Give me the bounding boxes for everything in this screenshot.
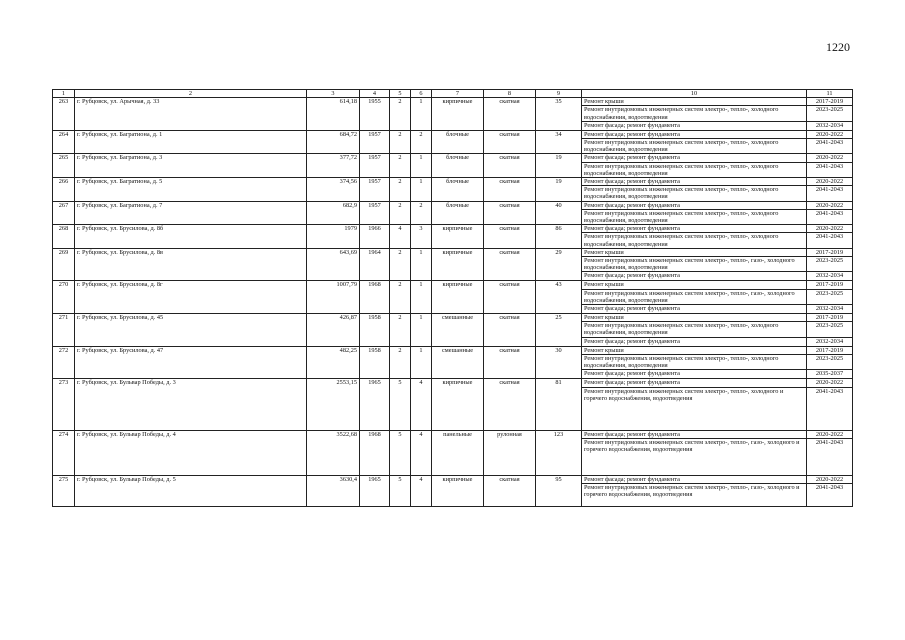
row-number: 270: [53, 281, 75, 314]
house-address: г. Рубцовск, ул. Бульвар Победы, д. 5: [75, 475, 307, 506]
repair-period: 2041-2043: [807, 233, 853, 248]
build-year: 1957: [360, 178, 390, 202]
total-area: 2553,15: [307, 379, 360, 430]
repair-work: Ремонт внутридомовых инженерных систем электро-, тепло-, газо-, холодного водоснабжения, водоотведения: [582, 257, 807, 272]
wall-material: кирпичные: [432, 475, 484, 506]
column-number: 5: [390, 90, 411, 98]
repair-period: 2020-2022: [807, 430, 853, 438]
repair-period: 2041-2043: [807, 438, 853, 475]
row-number: 267: [53, 201, 75, 225]
housing-register-table: [52, 89, 853, 507]
total-area: 374,56: [307, 178, 360, 202]
apartments-count: 40: [536, 201, 582, 225]
repair-period: 2023-2025: [807, 257, 853, 272]
repair-work: Ремонт фасада; ремонт фундамента: [582, 379, 807, 387]
repair-work: Ремонт фасада; ремонт фундамента: [582, 201, 807, 209]
entrances-count: 1: [411, 248, 432, 281]
column-number-row: [53, 90, 853, 98]
wall-material: кирпичные: [432, 379, 484, 430]
table-row: [53, 281, 853, 289]
table-row: [53, 475, 853, 483]
repair-work: Ремонт внутридомовых инженерных систем электро-, тепло-, холодного водоснабжения, водоотведения: [582, 209, 807, 224]
repair-period: 2020-2022: [807, 154, 853, 162]
repair-work: Ремонт фасада; ремонт фундамента: [582, 430, 807, 438]
repair-work: Ремонт крыши: [582, 346, 807, 354]
repair-period: 2032-2034: [807, 272, 853, 281]
wall-material: блочные: [432, 178, 484, 202]
repair-period: 2041-2043: [807, 483, 853, 506]
total-area: 614,18: [307, 98, 360, 131]
wall-material: кирпичные: [432, 225, 484, 249]
repair-period: 2023-2025: [807, 106, 853, 121]
apartments-count: 95: [536, 475, 582, 506]
column-number: 6: [411, 90, 432, 98]
house-address: г. Рубцовск, ул. Багратиона, д. 1: [75, 130, 307, 154]
row-number: 264: [53, 130, 75, 154]
build-year: 1957: [360, 130, 390, 154]
table-row: [53, 379, 853, 387]
apartments-count: 34: [536, 130, 582, 154]
total-area: 482,25: [307, 346, 360, 379]
total-area: 682,9: [307, 201, 360, 225]
house-address: г. Рубцовск, ул. Арычная, д. 33: [75, 98, 307, 131]
column-number: 3: [307, 90, 360, 98]
wall-material: блочные: [432, 154, 484, 178]
repair-period: 2020-2022: [807, 201, 853, 209]
build-year: 1965: [360, 379, 390, 430]
repair-period: 2032-2034: [807, 121, 853, 130]
entrances-count: 2: [411, 130, 432, 154]
wall-material: смешанные: [432, 314, 484, 347]
repair-work: Ремонт крыши: [582, 98, 807, 106]
build-year: 1964: [360, 248, 390, 281]
table-row: [53, 248, 853, 256]
row-number: 274: [53, 430, 75, 475]
floors-count: 2: [390, 130, 411, 154]
apartments-count: 19: [536, 178, 582, 202]
repair-period: 2041-2043: [807, 139, 853, 154]
roof-type: скатная: [484, 154, 536, 178]
repair-period: 2017-2019: [807, 314, 853, 322]
row-number: 268: [53, 225, 75, 249]
entrances-count: 1: [411, 281, 432, 314]
apartments-count: 35: [536, 98, 582, 131]
table-row: [53, 201, 853, 209]
column-number: 11: [807, 90, 853, 98]
house-address: г. Рубцовск, ул. Брусилова, д. 47: [75, 346, 307, 379]
repair-work: Ремонт внутридомовых инженерных систем электро-, тепло-, газо-, холодного водоснабжения, водоотведения: [582, 289, 807, 304]
wall-material: кирпичные: [432, 248, 484, 281]
repair-work: Ремонт фасада; ремонт фундамента: [582, 337, 807, 346]
repair-period: 2020-2022: [807, 225, 853, 233]
repair-work: Ремонт фасада; ремонт фундамента: [582, 178, 807, 186]
roof-type: рулонная: [484, 430, 536, 475]
floors-count: 2: [390, 314, 411, 347]
repair-period: 2041-2043: [807, 162, 853, 177]
column-number: 4: [360, 90, 390, 98]
repair-period: 2017-2019: [807, 281, 853, 289]
entrances-count: 1: [411, 178, 432, 202]
row-number: 275: [53, 475, 75, 506]
build-year: 1958: [360, 314, 390, 347]
table-row: [53, 154, 853, 162]
entrances-count: 3: [411, 225, 432, 249]
repair-period: 2020-2022: [807, 475, 853, 483]
total-area: 426,87: [307, 314, 360, 347]
repair-period: 2023-2025: [807, 322, 853, 337]
total-area: 684,72: [307, 130, 360, 154]
repair-period: 2020-2022: [807, 130, 853, 138]
repair-period: 2017-2019: [807, 346, 853, 354]
build-year: 1958: [360, 346, 390, 379]
wall-material: блочные: [432, 201, 484, 225]
roof-type: скатная: [484, 178, 536, 202]
table-row: [53, 130, 853, 138]
floors-count: 2: [390, 178, 411, 202]
build-year: 1957: [360, 154, 390, 178]
repair-work: Ремонт фасада; ремонт фундамента: [582, 130, 807, 138]
repair-work: Ремонт крыши: [582, 314, 807, 322]
build-year: 1968: [360, 430, 390, 475]
total-area: 643,69: [307, 248, 360, 281]
entrances-count: 1: [411, 154, 432, 178]
house-address: г. Рубцовск, ул. Багратиона, д. 7: [75, 201, 307, 225]
house-address: г. Рубцовск, ул. Бульвар Победы, д. 3: [75, 379, 307, 430]
repair-work: Ремонт крыши: [582, 281, 807, 289]
repair-work: Ремонт крыши: [582, 248, 807, 256]
house-address: г. Рубцовск, ул. Багратиона, д. 3: [75, 154, 307, 178]
entrances-count: 2: [411, 201, 432, 225]
build-year: 1955: [360, 98, 390, 131]
row-number: 273: [53, 379, 75, 430]
build-year: 1968: [360, 281, 390, 314]
table-row: [53, 346, 853, 354]
apartments-count: 123: [536, 430, 582, 475]
column-number: 1: [53, 90, 75, 98]
apartments-count: 19: [536, 154, 582, 178]
total-area: 3630,4: [307, 475, 360, 506]
roof-type: скатная: [484, 98, 536, 131]
roof-type: скатная: [484, 201, 536, 225]
floors-count: 2: [390, 248, 411, 281]
build-year: 1957: [360, 201, 390, 225]
roof-type: скатная: [484, 248, 536, 281]
apartments-count: 81: [536, 379, 582, 430]
floors-count: 5: [390, 379, 411, 430]
repair-work: Ремонт фасада; ремонт фундамента: [582, 370, 807, 379]
repair-work: Ремонт внутридомовых инженерных систем электро-, тепло-, холодного водоснабжения, водоотведения: [582, 106, 807, 121]
column-number: 8: [484, 90, 536, 98]
repair-period: 2023-2025: [807, 354, 853, 369]
entrances-count: 1: [411, 346, 432, 379]
table-row: [53, 178, 853, 186]
total-area: 377,72: [307, 154, 360, 178]
roof-type: скатная: [484, 130, 536, 154]
build-year: 1965: [360, 475, 390, 506]
repair-work: Ремонт внутридомовых инженерных систем электро-, тепло-, газо-, холодного и горячего водоснабжения, водоотведения: [582, 438, 807, 475]
repair-work: Ремонт внутридомовых инженерных систем электро-, тепло-, холодного водоснабжения, водоотведения: [582, 139, 807, 154]
house-address: г. Рубцовск, ул. Бульвар Победы, д. 4: [75, 430, 307, 475]
repair-period: 2041-2043: [807, 186, 853, 201]
repair-work: Ремонт внутридомовых инженерных систем электро-, тепло-, холодного водоснабжения, водоотведения: [582, 186, 807, 201]
roof-type: скатная: [484, 379, 536, 430]
floors-count: 2: [390, 98, 411, 131]
column-number: 10: [582, 90, 807, 98]
repair-period: 2020-2022: [807, 379, 853, 387]
repair-work: Ремонт внутридомовых инженерных систем электро-, тепло-, холодного и горячего водоснабжения, водоотведения: [582, 387, 807, 430]
roof-type: скатная: [484, 314, 536, 347]
repair-period: 2035-2037: [807, 370, 853, 379]
repair-period: 2041-2043: [807, 209, 853, 224]
roof-type: скатная: [484, 281, 536, 314]
repair-period: 2023-2025: [807, 289, 853, 304]
page-number: 1220: [826, 40, 850, 54]
house-address: г. Рубцовск, ул. Брусилова, д. 8б: [75, 225, 307, 249]
repair-work: Ремонт внутридомовых инженерных систем электро-, тепло-, холодного водоснабжения, водоотведения: [582, 233, 807, 248]
column-number: 9: [536, 90, 582, 98]
wall-material: панельные: [432, 430, 484, 475]
row-number: 265: [53, 154, 75, 178]
row-number: 269: [53, 248, 75, 281]
apartments-count: 29: [536, 248, 582, 281]
apartments-count: 43: [536, 281, 582, 314]
total-area: 1979: [307, 225, 360, 249]
total-area: 3522,68: [307, 430, 360, 475]
entrances-count: 1: [411, 98, 432, 131]
floors-count: 2: [390, 154, 411, 178]
column-number: 7: [432, 90, 484, 98]
repair-work: Ремонт фасада; ремонт фундамента: [582, 475, 807, 483]
apartments-count: 86: [536, 225, 582, 249]
table-row: [53, 98, 853, 106]
row-number: 272: [53, 346, 75, 379]
floors-count: 2: [390, 346, 411, 379]
table-row: [53, 225, 853, 233]
repair-period: 2032-2034: [807, 337, 853, 346]
house-address: г. Рубцовск, ул. Багратиона, д. 5: [75, 178, 307, 202]
house-address: г. Рубцовск, ул. Брусилова, д. 8в: [75, 248, 307, 281]
entrances-count: 4: [411, 430, 432, 475]
repair-work: Ремонт внутридомовых инженерных систем электро-, тепло-, холодного водоснабжения, водоотведения: [582, 354, 807, 369]
repair-work: Ремонт фасада; ремонт фундамента: [582, 272, 807, 281]
table-row: [53, 430, 853, 438]
entrances-count: 4: [411, 379, 432, 430]
wall-material: смешанные: [432, 346, 484, 379]
floors-count: 5: [390, 430, 411, 475]
build-year: 1966: [360, 225, 390, 249]
repair-period: 2020-2022: [807, 178, 853, 186]
house-address: г. Рубцовск, ул. Брусилова, д. 45: [75, 314, 307, 347]
repair-period: 2017-2019: [807, 248, 853, 256]
repair-work: Ремонт внутридомовых инженерных систем электро-, тепло-, холодного водоснабжения, водоотведения: [582, 162, 807, 177]
table-body: [53, 90, 853, 507]
apartments-count: 30: [536, 346, 582, 379]
repair-period: 2017-2019: [807, 98, 853, 106]
floors-count: 4: [390, 225, 411, 249]
repair-work: Ремонт фасада; ремонт фундамента: [582, 225, 807, 233]
repair-work: Ремонт внутридомовых инженерных систем электро-, тепло-, газо-, холодного и горячего водоснабжения, водоотведения: [582, 483, 807, 506]
total-area: 1007,79: [307, 281, 360, 314]
repair-work: Ремонт фасада; ремонт фундамента: [582, 154, 807, 162]
floors-count: 2: [390, 201, 411, 225]
entrances-count: 4: [411, 475, 432, 506]
wall-material: блочные: [432, 130, 484, 154]
column-number: 2: [75, 90, 307, 98]
floors-count: 2: [390, 281, 411, 314]
house-address: г. Рубцовск, ул. Брусилова, д. 8г: [75, 281, 307, 314]
repair-work: Ремонт фасада; ремонт фундамента: [582, 121, 807, 130]
row-number: 266: [53, 178, 75, 202]
roof-type: скатная: [484, 346, 536, 379]
wall-material: кирпичные: [432, 98, 484, 131]
repair-period: 2032-2034: [807, 305, 853, 314]
row-number: 263: [53, 98, 75, 131]
apartments-count: 25: [536, 314, 582, 347]
repair-period: 2041-2043: [807, 387, 853, 430]
row-number: 271: [53, 314, 75, 347]
repair-work: Ремонт фасада; ремонт фундамента: [582, 305, 807, 314]
entrances-count: 1: [411, 314, 432, 347]
table-row: [53, 314, 853, 322]
repair-work: Ремонт внутридомовых инженерных систем электро-, тепло-, холодного водоснабжения, водоотведения: [582, 322, 807, 337]
roof-type: скатная: [484, 475, 536, 506]
wall-material: кирпичные: [432, 281, 484, 314]
roof-type: скатная: [484, 225, 536, 249]
floors-count: 5: [390, 475, 411, 506]
